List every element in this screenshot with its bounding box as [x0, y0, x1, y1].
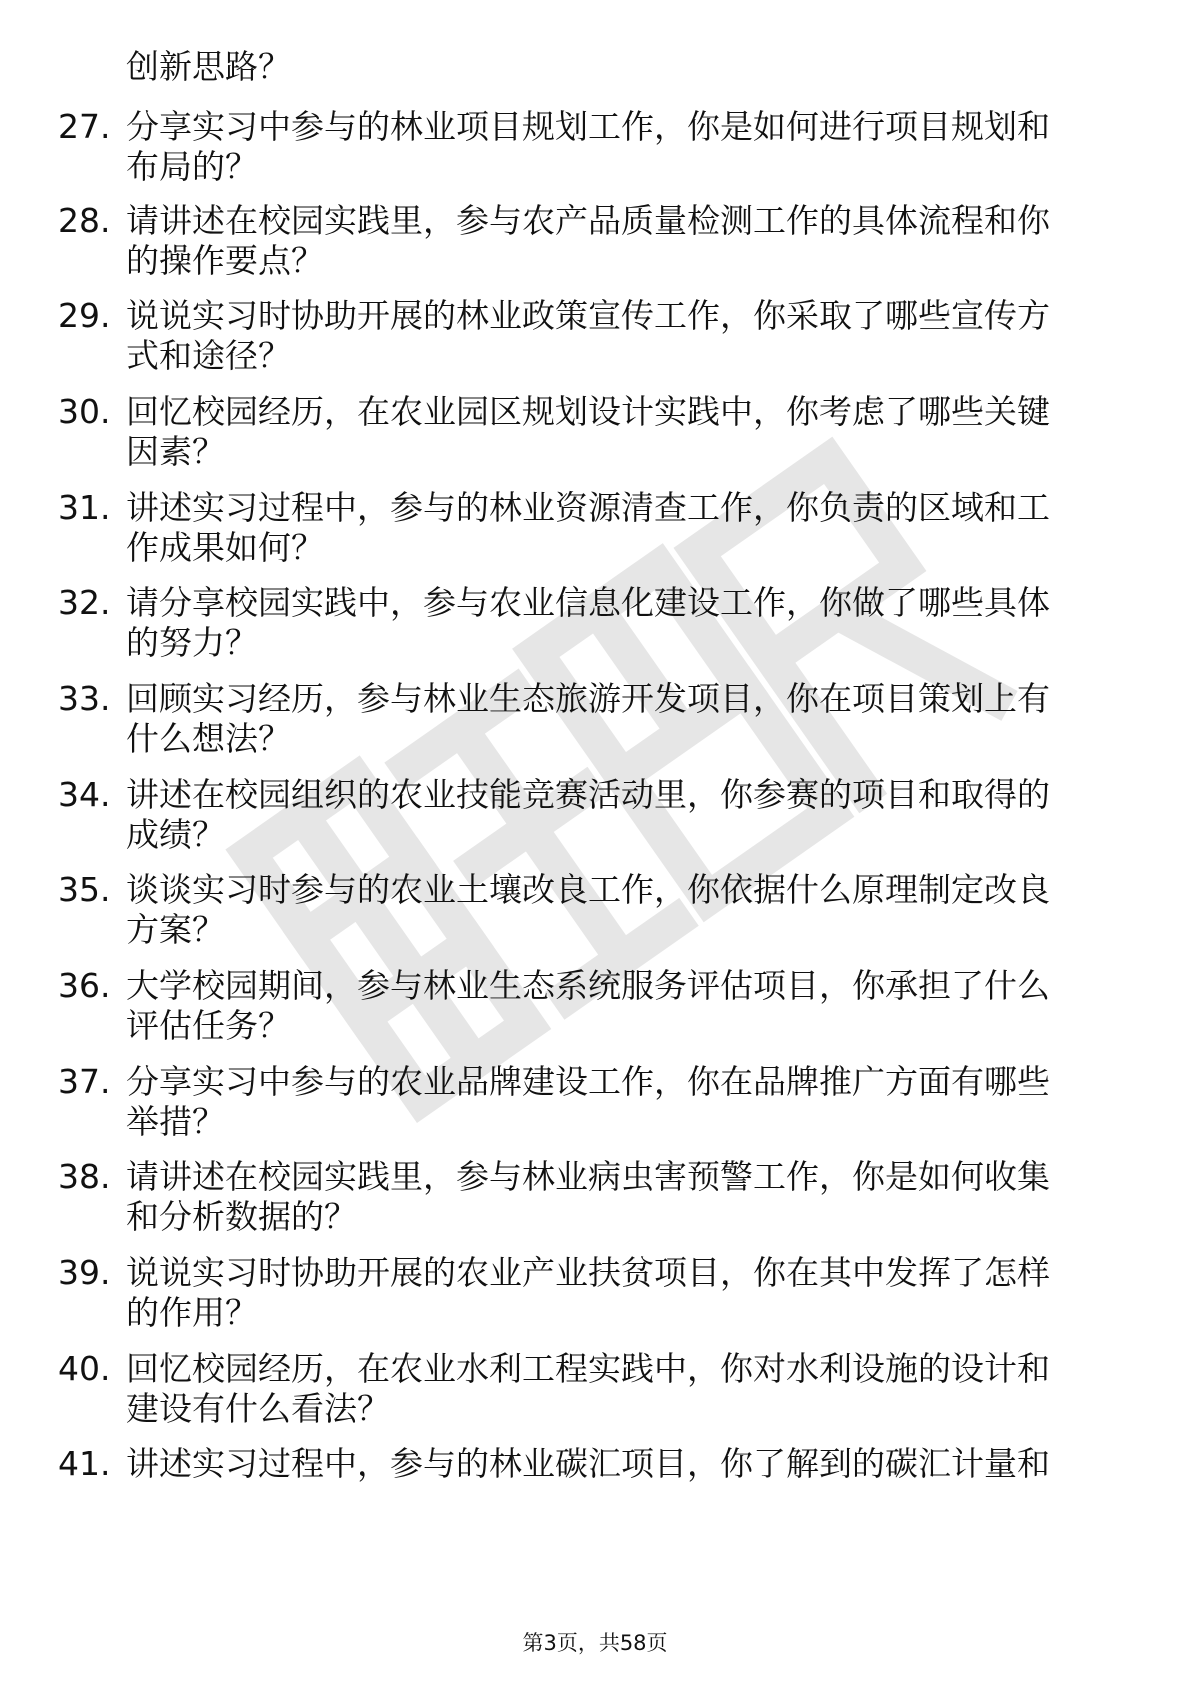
question-line: 的操作要点？ — [126, 241, 324, 280]
question-number: 35. — [58, 870, 111, 909]
question-line: 举措？ — [126, 1102, 225, 1141]
question-line: 讲述在校园组织的农业技能竞赛活动里，你参赛的项目和取得的 — [126, 775, 1050, 814]
question-line: 大学校园期间，参与林业生态系统服务评估项目，你承担了什么 — [126, 966, 1050, 1005]
question-number: 27. — [58, 107, 111, 146]
question-item — [0, 583, 1190, 673]
question-line: 式和途径？ — [126, 336, 291, 375]
question-line: 讲述实习过程中，参与的林业资源清查工作，你负责的区域和工 — [126, 488, 1050, 527]
question-line: 回忆校园经历，在农业园区规划设计实践中，你考虑了哪些关键 — [126, 392, 1050, 431]
question-item — [0, 392, 1190, 482]
question-text — [126, 583, 1116, 663]
question-line: 说说实习时协助开展的林业政策宣传工作，你采取了哪些宣传方 — [126, 296, 1050, 335]
question-text — [126, 679, 1116, 759]
question-item — [0, 870, 1190, 960]
question-text — [126, 1349, 1116, 1429]
question-item — [0, 1062, 1190, 1152]
continuation-text: 创新思路？ — [126, 47, 291, 86]
question-number: 38. — [58, 1157, 111, 1196]
question-text — [126, 870, 1116, 950]
question-line: 请分享校园实践中，参与农业信息化建设工作，你做了哪些具体 — [126, 583, 1050, 622]
question-item — [0, 296, 1190, 386]
question-text — [126, 775, 1116, 855]
question-line: 什么想法？ — [126, 719, 291, 758]
question-text — [126, 966, 1116, 1046]
question-item — [0, 1349, 1190, 1439]
question-number: 40. — [58, 1349, 111, 1388]
question-number: 33. — [58, 679, 111, 718]
question-text — [126, 392, 1116, 472]
question-number: 37. — [58, 1062, 111, 1101]
question-line: 方案？ — [126, 910, 225, 949]
question-line: 回顾实习经历，参与林业生态旅游开发项目，你在项目策划上有 — [126, 679, 1050, 718]
question-item — [0, 1157, 1190, 1247]
question-line: 的努力？ — [126, 623, 258, 662]
question-number: 34. — [58, 775, 111, 814]
question-item — [0, 1253, 1190, 1343]
question-item — [0, 679, 1190, 769]
question-text — [126, 1444, 1116, 1484]
question-line: 作成果如何？ — [126, 528, 324, 567]
question-line: 说说实习时协助开展的农业产业扶贫项目，你在其中发挥了怎样 — [126, 1253, 1050, 1292]
question-line: 请讲述在校园实践里，参与林业病虫害预警工作，你是如何收集 — [126, 1157, 1050, 1196]
question-item — [0, 201, 1190, 291]
question-text — [126, 1253, 1116, 1333]
question-text — [126, 201, 1116, 281]
question-text — [126, 296, 1116, 376]
question-line: 布局的？ — [126, 147, 258, 186]
question-line: 分享实习中参与的农业品牌建设工作，你在品牌推广方面有哪些 — [126, 1062, 1050, 1101]
question-line: 分享实习中参与的林业项目规划工作，你是如何进行项目规划和 — [126, 107, 1050, 146]
question-line: 和分析数据的？ — [126, 1197, 357, 1236]
question-item — [0, 966, 1190, 1056]
question-line: 讲述实习过程中，参与的林业碳汇项目，你了解到的碳汇计量和 — [126, 1444, 1050, 1483]
question-number: 31. — [58, 488, 111, 527]
question-line: 建设有什么看法？ — [126, 1389, 390, 1428]
question-item — [0, 107, 1190, 197]
question-text — [126, 107, 1116, 187]
question-text — [126, 488, 1116, 568]
question-item — [0, 775, 1190, 865]
page-footer: 第3页，共58页 — [522, 1631, 668, 1655]
question-line: 的作用？ — [126, 1293, 258, 1332]
question-number: 39. — [58, 1253, 111, 1292]
question-line: 请讲述在校园实践里，参与农产品质量检测工作的具体流程和你 — [126, 201, 1050, 240]
question-line: 谈谈实习时参与的农业土壤改良工作，你依据什么原理制定改良 — [126, 870, 1050, 909]
question-number: 29. — [58, 296, 111, 335]
question-number: 28. — [58, 201, 111, 240]
question-number: 30. — [58, 392, 111, 431]
question-item — [0, 488, 1190, 578]
question-text — [126, 1157, 1116, 1237]
question-line: 成绩？ — [126, 815, 225, 854]
question-line: 因素？ — [126, 432, 225, 471]
question-number: 41. — [58, 1444, 111, 1483]
question-line: 回忆校园经历，在农业水利工程实践中，你对水利设施的设计和 — [126, 1349, 1050, 1388]
question-text — [126, 1062, 1116, 1142]
question-number: 36. — [58, 966, 111, 1005]
question-number: 32. — [58, 583, 111, 622]
question-line: 评估任务？ — [126, 1006, 291, 1045]
question-item — [0, 1444, 1190, 1534]
